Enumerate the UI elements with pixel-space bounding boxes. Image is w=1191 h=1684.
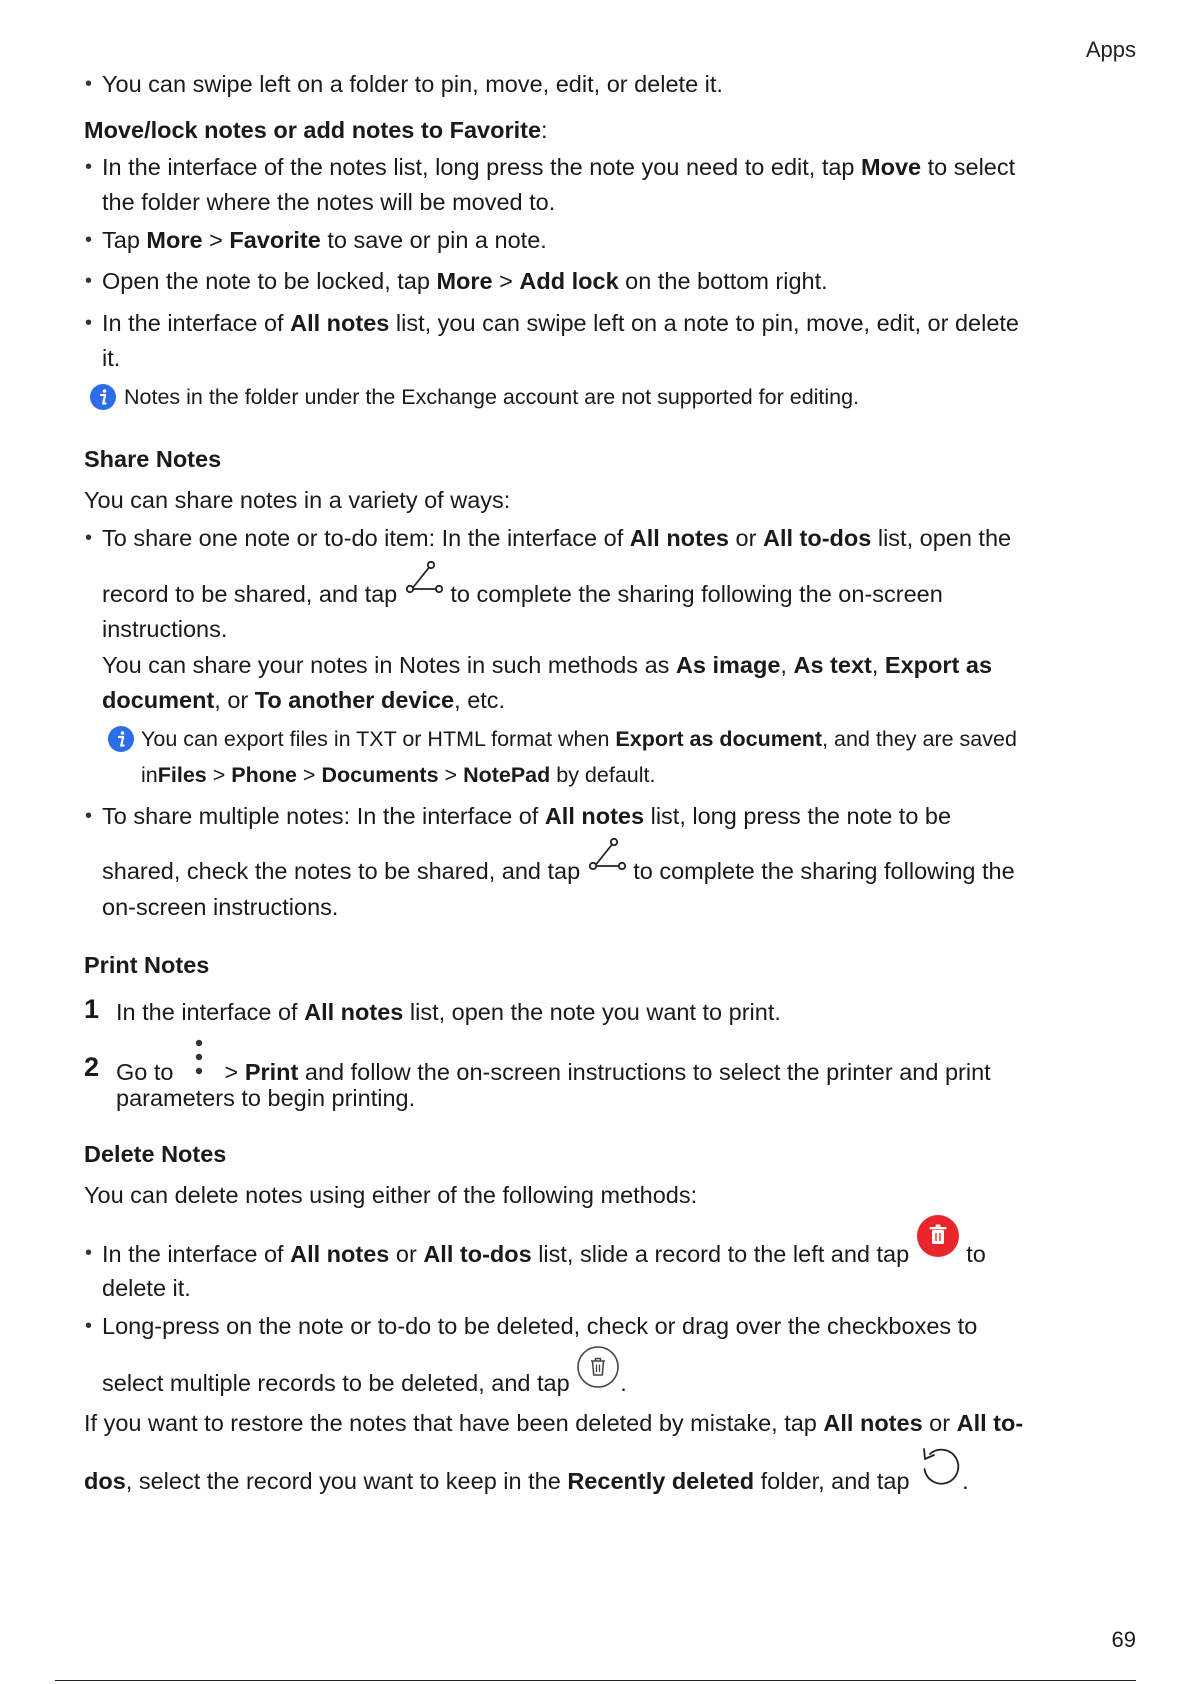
move-bullet-line2: the folder where the notes will be moved to.	[102, 189, 556, 215]
share-one-line3: instructions.	[102, 616, 228, 642]
bullet-dot: •	[85, 527, 93, 549]
info-icon	[108, 726, 134, 752]
share-multi-line2: shared, check the notes to be shared, and tap to complete the sharing following the	[102, 852, 1015, 892]
share-one-line2: record to be shared, and tap to complete the sharing following the on-screen	[102, 575, 943, 615]
share-multi-line1: To share multiple notes: In the interface of All notes list, long press the note to be	[102, 803, 952, 829]
folder-swipe-text: You can swipe left on a folder to pin, move, edit, or delete it.	[102, 71, 723, 97]
page-header-title: Apps	[1085, 37, 1136, 62]
restore-line1: If you want to restore the notes that have been deleted by mistake, tap All notes or All to-	[84, 1410, 1024, 1436]
print-step2-line2: parameters to begin printing.	[116, 1085, 416, 1111]
delete-notes-heading: Delete Notes	[84, 1141, 227, 1167]
share-notes-heading: Share Notes	[84, 446, 222, 472]
delete-bullet1-line2: delete it.	[102, 1275, 191, 1301]
export-tip-line1: You can export files in TXT or HTML format when Export as document, and they are saved	[141, 727, 1017, 751]
trash-outline-icon	[576, 1345, 620, 1389]
info-icon	[90, 384, 116, 410]
delete-intro: You can delete notes using either of the following methods:	[84, 1182, 698, 1208]
bullet-dot: •	[85, 270, 93, 292]
restore-line2: dos, select the record you want to keep in the Recently deleted folder, and tap .	[84, 1460, 969, 1506]
bullet-dot: •	[85, 229, 93, 251]
bullet-dot: •	[85, 156, 93, 178]
share-methods-line2: document, or To another device, etc.	[102, 687, 506, 713]
footer-divider	[55, 1680, 1136, 1681]
step-number: 1	[84, 994, 100, 1024]
step-number: 2	[84, 1052, 100, 1082]
more-vertical-icon	[180, 1037, 218, 1083]
delete-red-icon	[916, 1214, 960, 1258]
exchange-note: Notes in the folder under the Exchange account are not supported for editing.	[124, 385, 860, 409]
bullet-dot: •	[85, 1242, 93, 1264]
print-notes-heading: Print Notes	[84, 952, 210, 978]
print-step1: In the interface of All notes list, open the note you want to print.	[116, 999, 781, 1025]
bullet-dot: •	[85, 312, 93, 334]
share-icon	[404, 559, 444, 597]
share-multi-line3: on-screen instructions.	[102, 894, 339, 920]
swipe-note-bullet-line2: it.	[102, 345, 121, 371]
lock-bullet: Open the note to be locked, tap More > Add lock on the bottom right.	[102, 268, 828, 294]
bullet-dot: •	[85, 1315, 93, 1337]
bullet-dot: •	[85, 73, 93, 95]
delete-bullet2-line1: Long-press on the note or to-do to be deleted, check or drag over the checkboxes to	[102, 1313, 978, 1339]
share-icon	[587, 836, 627, 874]
move-lock-heading: Move/lock notes or add notes to Favorite:	[84, 117, 548, 143]
move-bullet-line1: In the interface of the notes list, long press the note you need to edit, tap Move to select	[102, 154, 1016, 180]
share-one-line1: To share one note or to-do item: In the interface of All notes or All to-dos list, open the	[102, 525, 1012, 551]
share-methods-line1: You can share your notes in Notes in such methods as As image, As text, Export as	[102, 652, 993, 678]
favorite-bullet: Tap More > Favorite to save or pin a note.	[102, 227, 547, 253]
delete-bullet1-line1: In the interface of All notes or All to-dos list, slide a record to the left and tap to	[102, 1234, 986, 1278]
bullet-dot: •	[85, 805, 93, 827]
restore-icon	[916, 1442, 962, 1488]
export-tip-line2: inFiles > Phone > Documents > NotePad by default.	[141, 763, 656, 787]
swipe-note-bullet-line1: In the interface of All notes list, you can swipe left on a note to pin, move, edit, or delete	[102, 310, 1019, 336]
page-number: 69	[1111, 1627, 1136, 1652]
delete-bullet2-line2: select multiple records to be deleted, and tap .	[102, 1363, 627, 1407]
print-step2-line1: Go to > Print and follow the on-screen instructions to select the printer and print	[116, 1051, 991, 1097]
share-intro: You can share notes in a variety of ways:	[84, 487, 511, 513]
